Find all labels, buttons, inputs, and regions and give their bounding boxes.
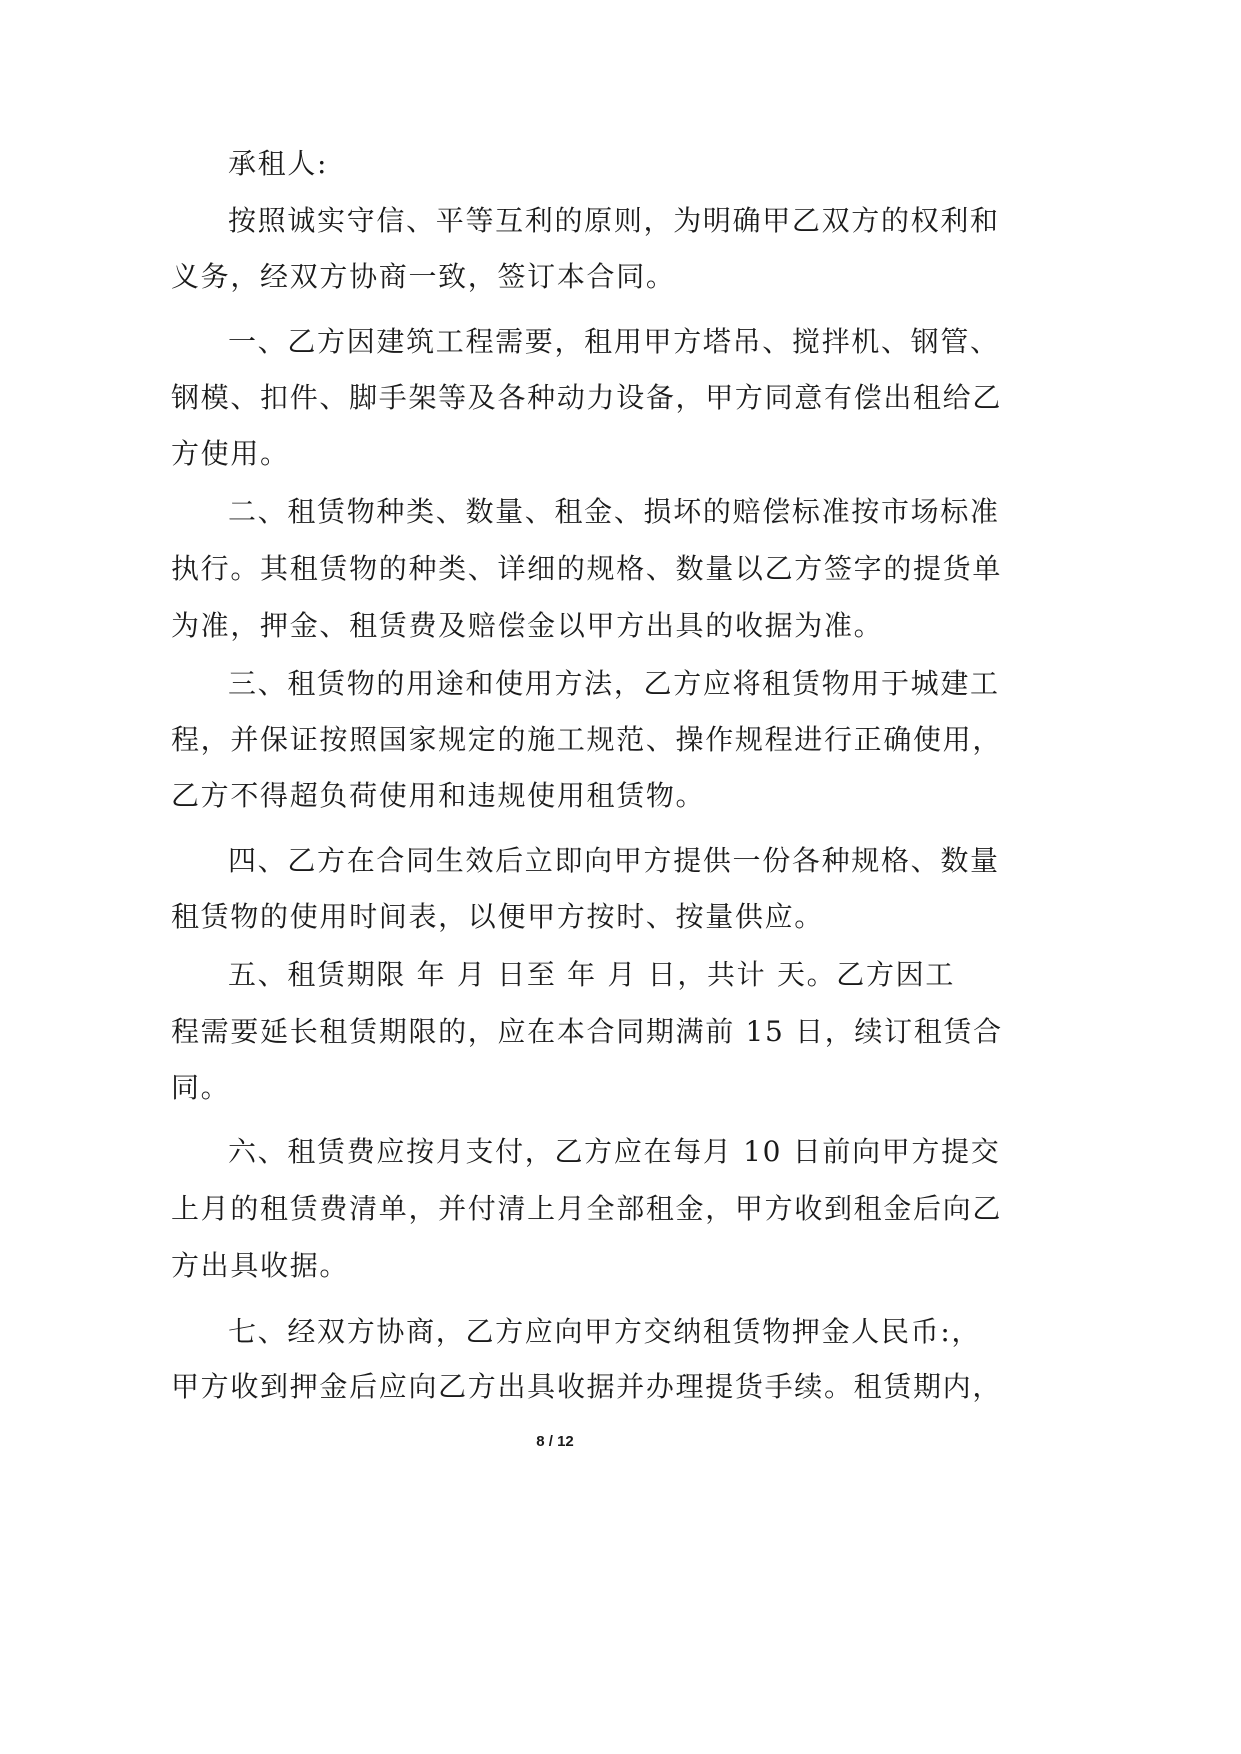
- line-text: 租赁物的使用时间表，以便甲方按时、按量供应。: [171, 900, 824, 933]
- line-text: 承租人:: [228, 147, 329, 180]
- page-number: 8 / 12: [536, 1433, 574, 1450]
- line-text: 程，并保证按照国家规定的施工规范、操作规程进行正确使用，: [171, 723, 1003, 756]
- line-text: 三、租赁物的用途和使用方法，乙方应将租赁物用于城建工: [228, 667, 1000, 700]
- line-text: 执行。其租赁物的种类、详细的规格、数量以乙方签字的提货单: [171, 552, 1003, 585]
- line-text: 方出具收据。: [171, 1249, 350, 1282]
- line-text: 六、租赁费应按月支付，乙方应在每月 10 日前向甲方提交: [228, 1135, 1001, 1168]
- line-text: 一、乙方因建筑工程需要，租用甲方塔吊、搅拌机、钢管、: [228, 325, 1000, 358]
- line-text: 按照诚实守信、平等互利的原则，为明确甲乙双方的权利和: [228, 204, 1000, 237]
- line-text: 方使用。: [171, 437, 290, 470]
- line-text: 甲方收到押金后应向乙方出具收据并办理提货手续。租赁期内，: [171, 1370, 1003, 1403]
- line-text: 程需要延长租赁期限的，应在本合同期满前 15 日，续订租赁合: [171, 1015, 1003, 1048]
- line-text: 五、租赁期限 年 月 日至 年 月 日，共计 天。乙方因工: [228, 958, 956, 991]
- line-text: 钢模、扣件、脚手架等及各种动力设备，甲方同意有偿出租给乙: [171, 381, 1003, 414]
- line-text: 上月的租赁费清单，并付清上月全部租金，甲方收到租金后向乙: [171, 1192, 1003, 1225]
- line-text: 七、经双方协商，乙方应向甲方交纳租赁物押金人民币:，: [228, 1315, 982, 1348]
- line-text: 义务，经双方协商一致，签订本合同。: [171, 260, 676, 293]
- line-text: 同。: [171, 1071, 231, 1104]
- line-text: 为准，押金、租赁费及赔偿金以甲方出具的收据为准。: [171, 609, 884, 642]
- line-text: 二、租赁物种类、数量、租金、损坏的赔偿标准按市场标准: [228, 495, 1000, 528]
- line-text: 四、乙方在合同生效后立即向甲方提供一份各种规格、数量: [228, 844, 1000, 877]
- line-text: 乙方不得超负荷使用和违规使用租赁物。: [171, 779, 706, 812]
